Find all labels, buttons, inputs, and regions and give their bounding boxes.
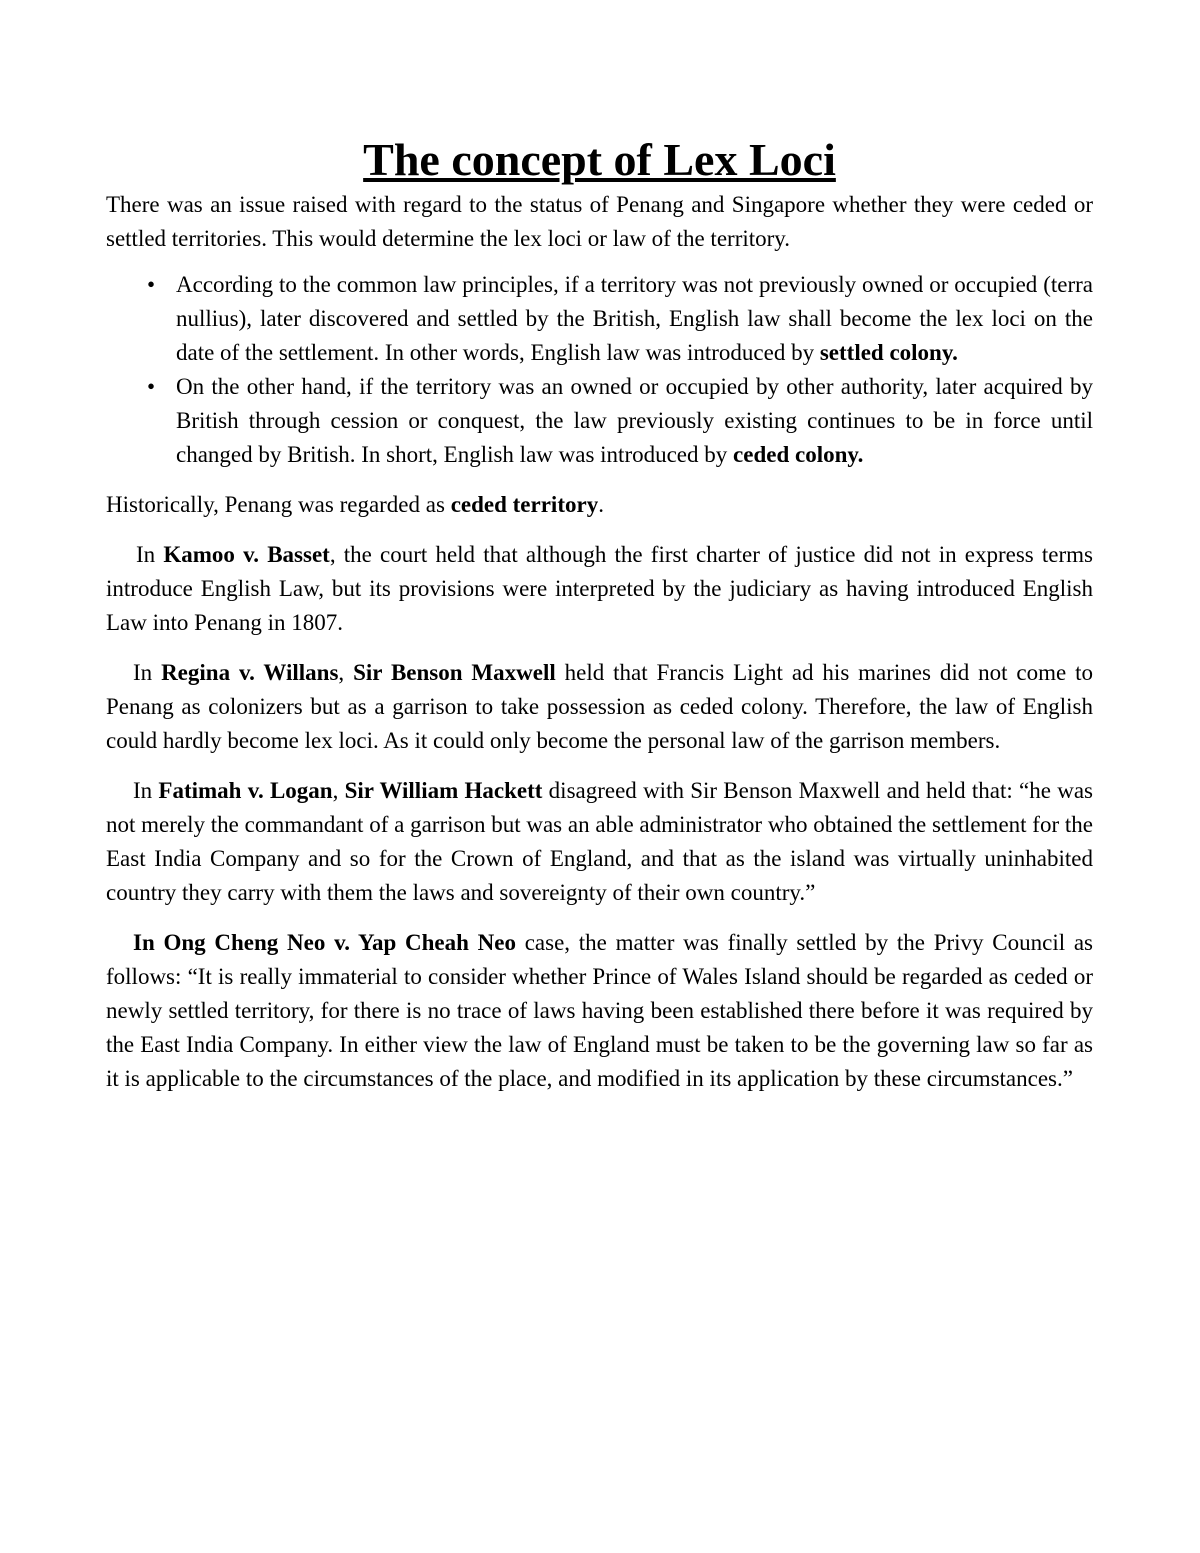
regina-prefix: In	[133, 660, 162, 685]
ong-paragraph	[106, 926, 1093, 1096]
case-name-regina: Regina v. Willans	[161, 660, 339, 685]
case-name-fatimah: Fatimah v. Logan	[158, 778, 333, 803]
fatimah-comma: ,	[332, 778, 345, 803]
regina-comma: ,	[338, 660, 354, 685]
bullet-icon: •	[146, 272, 156, 297]
fatimah-text: disagreed with Sir Benson Maxwell and held that: “he was not merely the commandant of a garrison but was an able administrator who obtained the settlement for the East India Company and so for the Crown of England, and that as the island was virtually uninhabited country they carry with them the laws and sovereignty of their own country.”	[106, 778, 1093, 905]
bullet-icon: •	[146, 374, 156, 399]
regina-text: held that Francis Light ad his marines did not come to Penang as colonizers but as a garrison to take possession as ceded colony. Therefore, the law of English could hardly become lex loci. As it could only become the personal law of the garrison members.	[106, 660, 1094, 753]
bullet-text: On the other hand, if the territory was an owned or occupied by other authority, later acquired by British through cession or conquest, the law previously existing continues to be in force until changed by British. In short, English law was introduced by	[176, 374, 1093, 467]
bullet-bold-term: ceded colony.	[733, 442, 864, 467]
judge-name-hackett: Sir William Hackett	[344, 778, 543, 803]
intro-paragraph: There was an issue raised with regard to the status of Penang and Singapore whether they were ceded or settled territories. This would determine the lex loci or law of the territory.	[106, 192, 1093, 251]
historically-paragraph	[106, 488, 1093, 522]
case-name-ong: In Ong Cheng Neo v. Yap Cheah Neo	[133, 930, 516, 955]
list-item	[106, 370, 1093, 472]
kamoo-prefix: In	[136, 542, 164, 567]
bullet-text: According to the common law principles, if a territory was not previously owned or occupied (terra nullius), later discovered and settled by the British, English law shall become the lex loci on the date of the settlement. In other words, English law was introduced by	[176, 272, 1093, 365]
document-page	[106, 134, 1094, 1096]
bullet-list	[106, 268, 1093, 472]
kamoo-paragraph	[106, 538, 1093, 640]
ong-text: case, the matter was finally settled by the Privy Council as follows: “It is really immaterial to consider whether Prince of Wales Island should be regarded as ceded or newly settled territory, for there is no trace of laws having been established there before it was required by the East India Company. In either view the law of England must be taken to be the governing law so far as it is applicable to the circumstances of the place, and modified in its application by these circumstances.”	[106, 930, 1093, 1091]
fatimah-paragraph	[106, 774, 1093, 910]
historically-text: Historically, Penang was regarded as	[106, 492, 451, 517]
kamoo-text: , the court held that although the first charter of justice did not in express terms introduce English Law, but its provisions were interpreted by the judiciary as having introduced English Law into Penang in 1807.	[106, 542, 1094, 635]
judge-name-maxwell: Sir Benson Maxwell	[353, 660, 556, 685]
regina-paragraph	[106, 656, 1093, 758]
list-item	[106, 268, 1093, 370]
fatimah-prefix: In	[133, 778, 159, 803]
bullet-bold-term: settled colony.	[819, 340, 958, 365]
historically-bold: ceded territory	[450, 492, 599, 517]
historically-end: .	[598, 492, 604, 517]
page-title: The concept of Lex Loci	[363, 134, 836, 185]
case-name-kamoo: Kamoo v. Basset	[163, 542, 330, 567]
